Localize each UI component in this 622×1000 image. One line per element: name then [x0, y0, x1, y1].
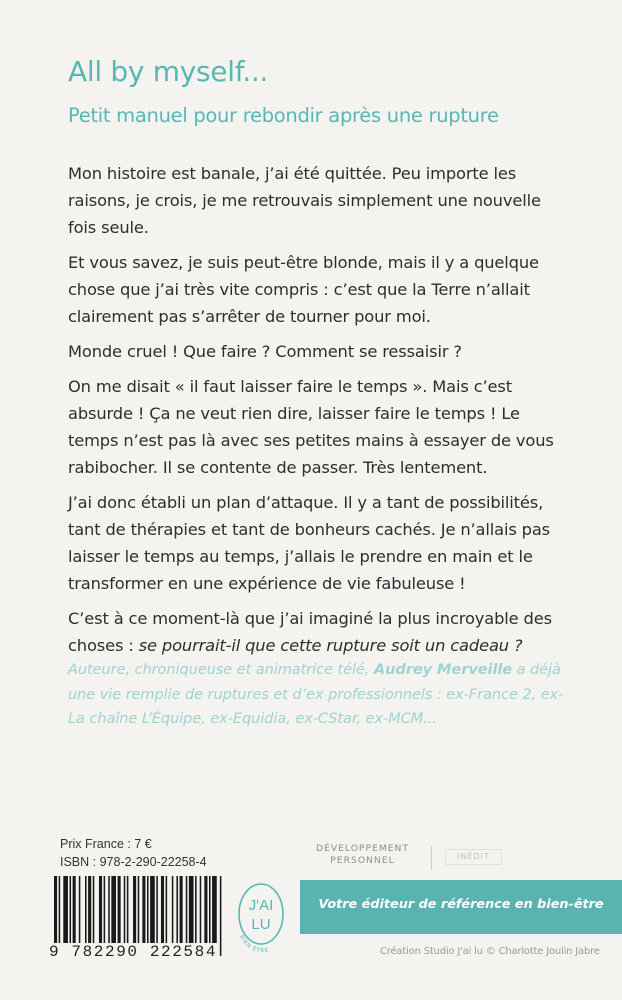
blurb-paragraph-2: Et vous savez, je suis peut-être blonde, mais il y a quelque chose que j’ai très vite compris : c’est que la Terre n’allait clairement pas s’arrêter de tourner pour moi. — [68, 253, 539, 326]
category-label — [305, 843, 420, 867]
bio-intro: Auteure, chroniqueuse et animatrice télé, — [68, 661, 374, 678]
slogan-band — [300, 880, 622, 934]
blurb-paragraph-4: On me disait « il faut laisser faire le temps ». Mais c’est absurde ! Ça ne veut rien dire, laisser faire le temps ! Le temps n’est pas là avec ses petites mains à essayer de vous rabibocher. Il se contente de passer. Très lentement. — [68, 377, 554, 477]
barcode-digits: 9 782290 222584 — [49, 943, 218, 961]
bio-rest: a déjà une vie remplie de ruptures et d’ex professionnels : ex-France 2, ex-La chaîne L’Équipe, ex-Equidia, ex-CStar, ex-MCM... — [68, 661, 564, 727]
blurb-paragraph-1: Mon histoire est banale, j’ai été quittée. Peu importe les raisons, je crois, je me retrouvais simplement une nouvelle fois seule. — [68, 164, 541, 237]
category-divider — [431, 846, 432, 870]
blurb-paragraph-6-start: C’est à ce moment-là que j’ai imaginé la plus incroyable des choses : — [68, 609, 552, 655]
category-line-2: PERSONNEL — [330, 855, 395, 866]
design-credit: Création Studio J'ai lu © Charlotte Joulin Jabre — [380, 946, 600, 957]
blurb-paragraph-5: J’ai donc établi un plan d’attaque. Il y a tant de possibilités, tant de thérapies et tant de bonheurs cachés. Je n’allais pas laisser le temps au temps, j’allais le prendre en main et le transformer en une expérience de vie fabuleuse ! — [68, 493, 551, 593]
author-name: Audrey Merveille — [373, 661, 513, 678]
book-subtitle: Petit manuel pour rebondir après une rupture — [68, 104, 499, 127]
logo-arc-text: BIEN ÊTRE — [238, 934, 270, 952]
blurb-paragraph-6 — [68, 605, 568, 659]
isbn-label: ISBN : 978-2-290-22258-4 — [60, 855, 207, 869]
book-title: All by myself... — [68, 55, 269, 88]
category-line-1: DÉVELOPPEMENT — [315, 843, 410, 854]
price-label: Prix France : 7 € — [60, 837, 152, 851]
jai-lu-logo-icon — [232, 880, 292, 952]
inedit-badge: INÉDIT — [445, 849, 502, 865]
logo-text-jai: J'AI — [248, 897, 274, 914]
blurb-text — [68, 160, 568, 667]
logo-text-lu: LU — [251, 916, 271, 933]
author-bio — [68, 658, 568, 732]
blurb-paragraph-6-question: se pourrait-il que cette rupture soit un cadeau ? — [138, 636, 523, 655]
blurb-paragraph-3: Monde cruel ! Que faire ? Comment se ressaisir ? — [68, 342, 462, 361]
publisher-slogan: Votre éditeur de référence en bien-être — [318, 897, 604, 912]
